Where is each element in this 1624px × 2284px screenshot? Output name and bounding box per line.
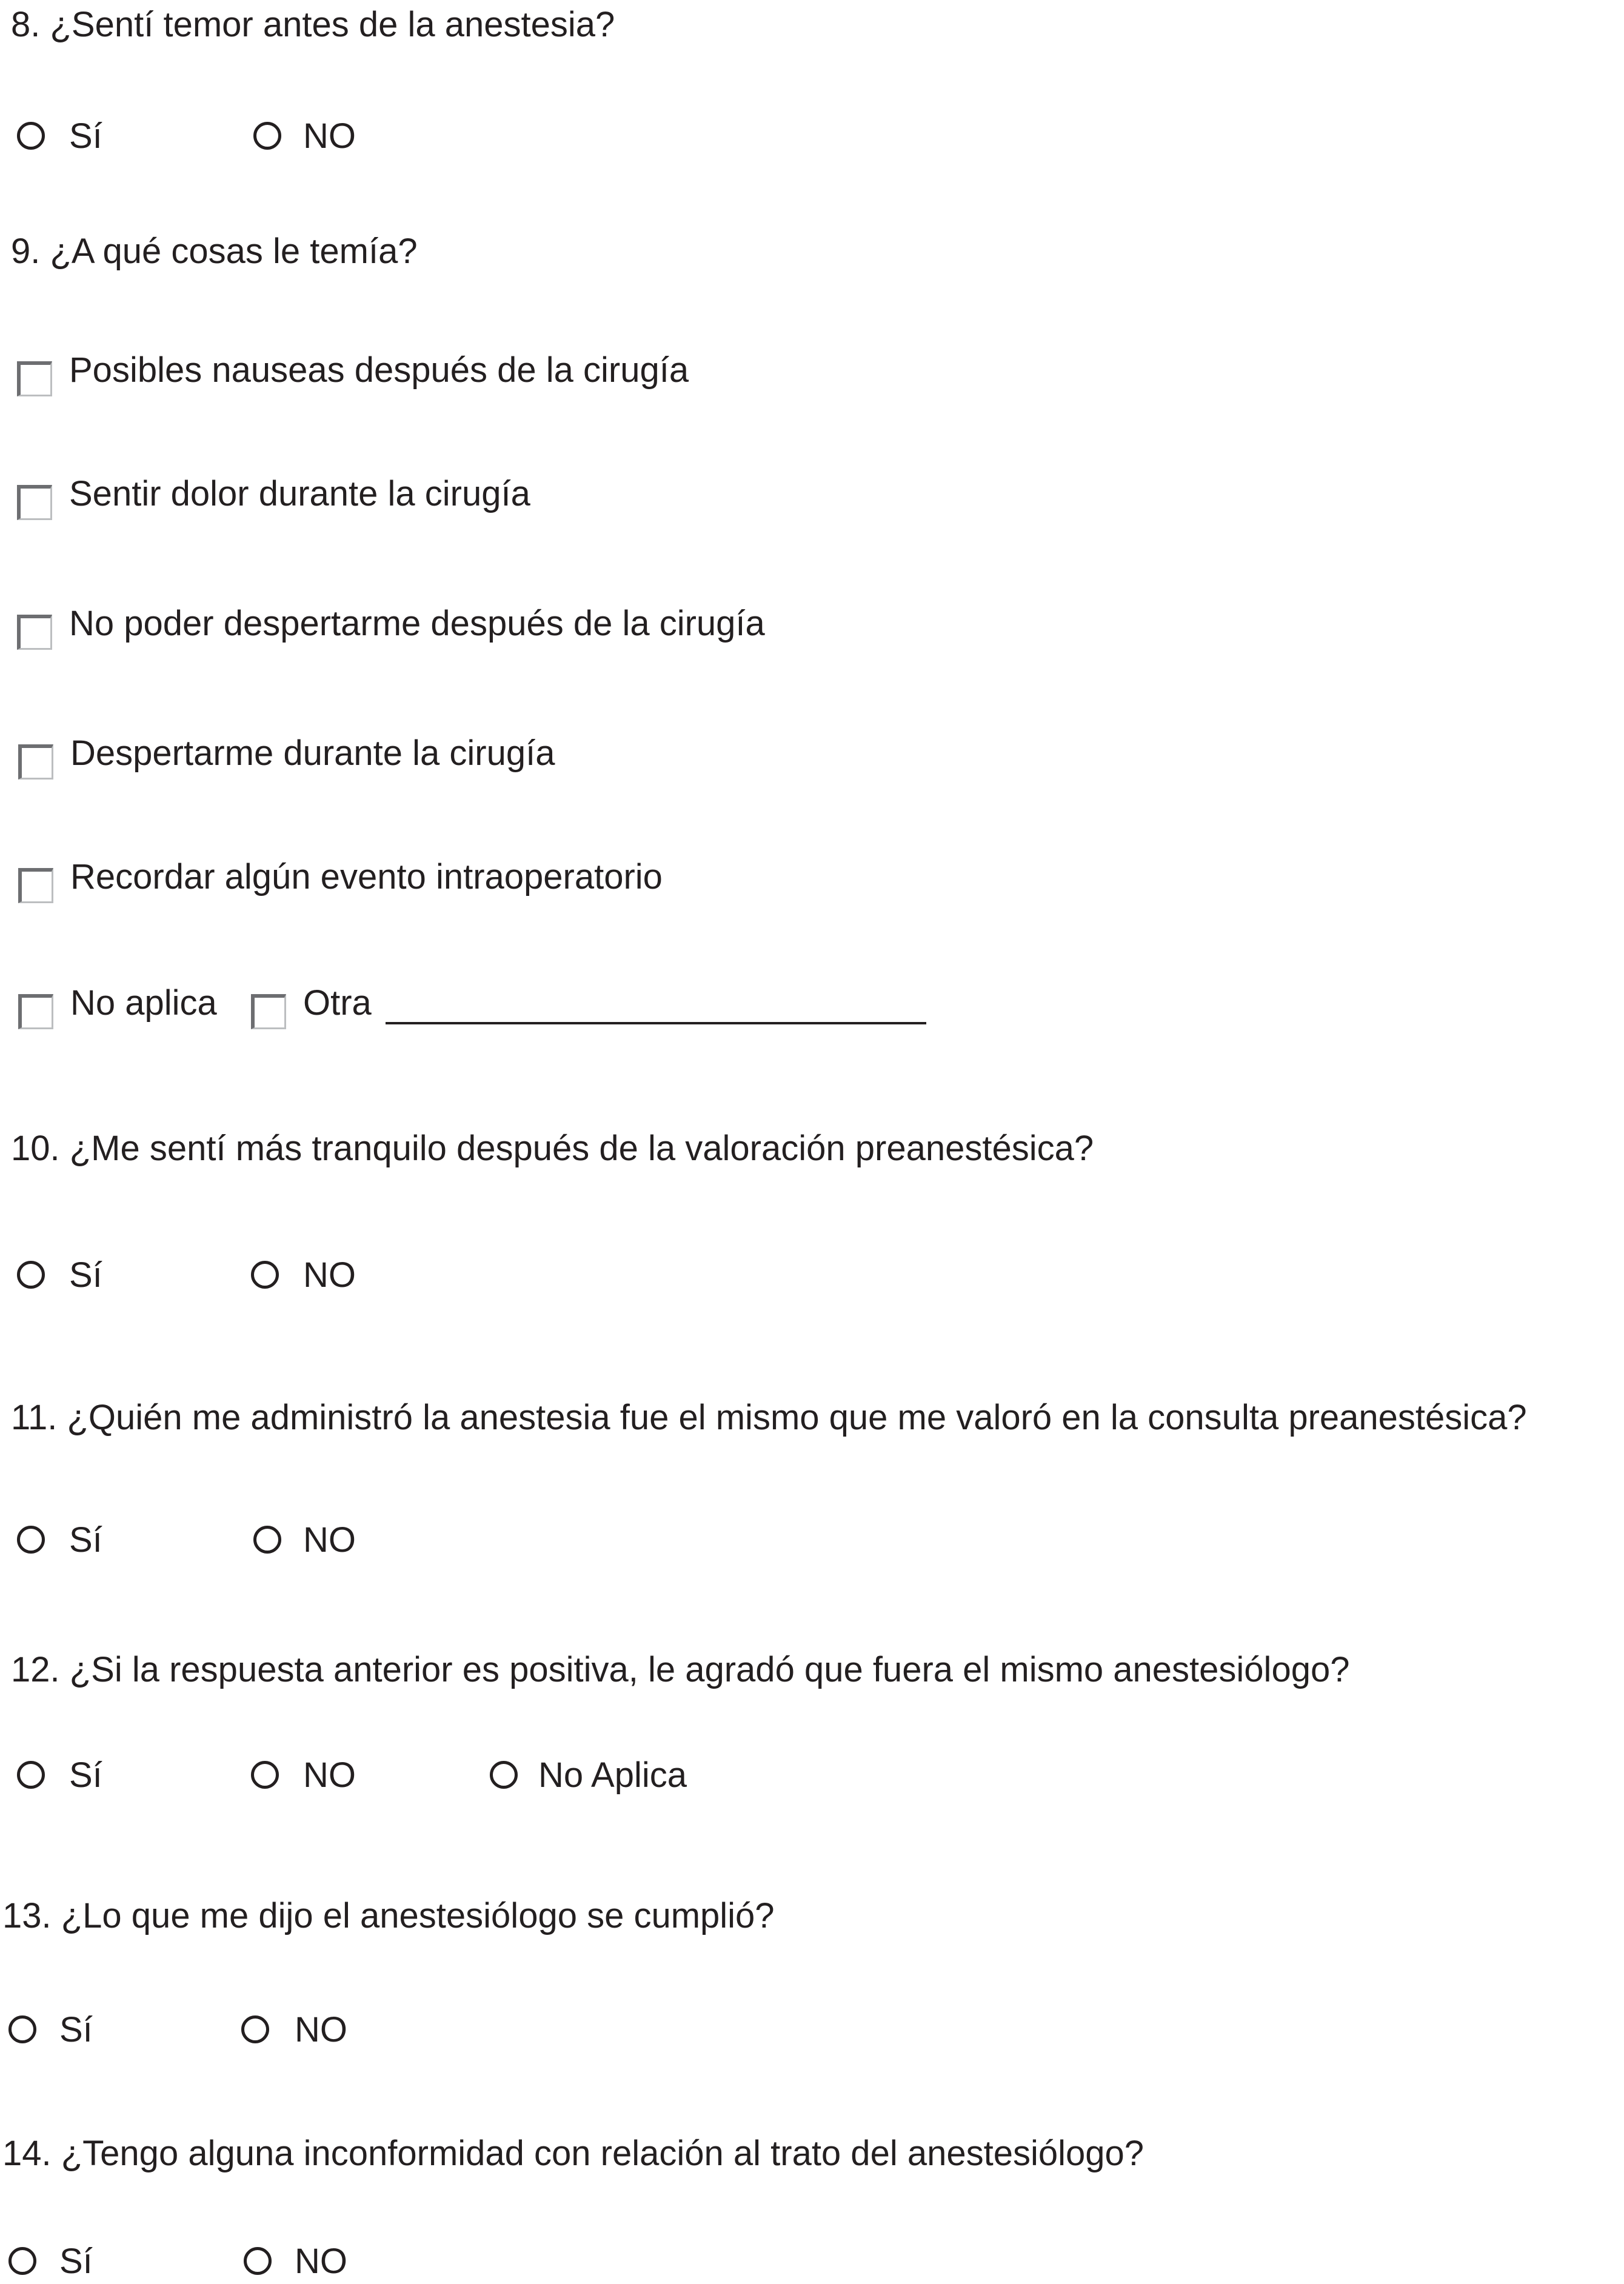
- q11-yes-label: Sí: [69, 1520, 102, 1560]
- q9-option-1-label: Posibles nauseas después de la cirugía: [69, 350, 689, 390]
- q8-yes-radio[interactable]: [17, 122, 45, 150]
- q14-no-label: NO: [295, 2242, 347, 2281]
- q12-na-radio[interactable]: [490, 1761, 518, 1789]
- q11-yes-radio[interactable]: [17, 1526, 45, 1554]
- q10-yes-label: Sí: [69, 1255, 102, 1295]
- question-12: 12. ¿Si la respuesta anterior es positiva, le agradó que fuera el mismo anestesiólogo?: [11, 1650, 1350, 1689]
- q9-option-3-checkbox[interactable]: [17, 615, 52, 650]
- q9-option-5-label: Recordar algún evento intraoperatorio: [70, 857, 663, 897]
- q9-option-1-checkbox[interactable]: [17, 361, 52, 396]
- q9-option-6-label: No aplica: [70, 983, 217, 1023]
- q8-no-label: NO: [303, 116, 356, 156]
- q12-yes-radio[interactable]: [17, 1761, 45, 1789]
- q9-other-input-line[interactable]: [386, 1022, 926, 1024]
- q11-no-label: NO: [303, 1520, 356, 1560]
- q10-yes-radio[interactable]: [17, 1261, 45, 1289]
- q14-yes-radio[interactable]: [8, 2247, 36, 2275]
- q9-option-6-checkbox[interactable]: [18, 994, 53, 1029]
- q9-option-7-label: Otra: [303, 983, 372, 1023]
- q12-no-radio[interactable]: [251, 1761, 279, 1789]
- q9-option-4-checkbox[interactable]: [18, 744, 53, 780]
- q9-option-4-label: Despertarme durante la cirugía: [70, 733, 555, 773]
- q10-no-radio[interactable]: [251, 1261, 279, 1289]
- question-9: 9. ¿A qué cosas le temía?: [11, 232, 418, 271]
- q9-option-5-checkbox[interactable]: [18, 868, 53, 903]
- q14-no-radio[interactable]: [244, 2247, 272, 2275]
- q11-no-radio[interactable]: [253, 1526, 281, 1554]
- q10-no-label: NO: [303, 1255, 356, 1295]
- q13-no-radio[interactable]: [241, 2015, 269, 2043]
- q9-option-2-checkbox[interactable]: [17, 485, 52, 520]
- q8-yes-label: Sí: [69, 116, 102, 156]
- q9-option-2-label: Sentir dolor durante la cirugía: [69, 474, 530, 513]
- q12-yes-label: Sí: [69, 1755, 102, 1795]
- q13-yes-radio[interactable]: [8, 2015, 36, 2043]
- q12-no-label: NO: [303, 1755, 356, 1795]
- q12-na-label: No Aplica: [538, 1755, 687, 1795]
- q14-yes-label: Sí: [59, 2242, 93, 2281]
- q9-option-7-checkbox[interactable]: [251, 994, 286, 1029]
- q13-yes-label: Sí: [59, 2010, 93, 2049]
- question-8: 8. ¿Sentí temor antes de la anestesia?: [11, 5, 615, 44]
- question-13: 13. ¿Lo que me dijo el anestesiólogo se cumplió?: [2, 1896, 775, 1935]
- q13-no-label: NO: [295, 2010, 347, 2049]
- q9-option-3-label: No poder despertarme después de la cirugía: [69, 604, 765, 643]
- question-14: 14. ¿Tengo alguna inconformidad con relación al trato del anestesiólogo?: [2, 2134, 1144, 2173]
- question-10: 10. ¿Me sentí más tranquilo después de la valoración preanestésica?: [11, 1129, 1094, 1168]
- question-11: 11. ¿Quién me administró la anestesia fue el mismo que me valoró en la consulta preanestésica?: [11, 1398, 1527, 1437]
- q8-no-radio[interactable]: [253, 122, 281, 150]
